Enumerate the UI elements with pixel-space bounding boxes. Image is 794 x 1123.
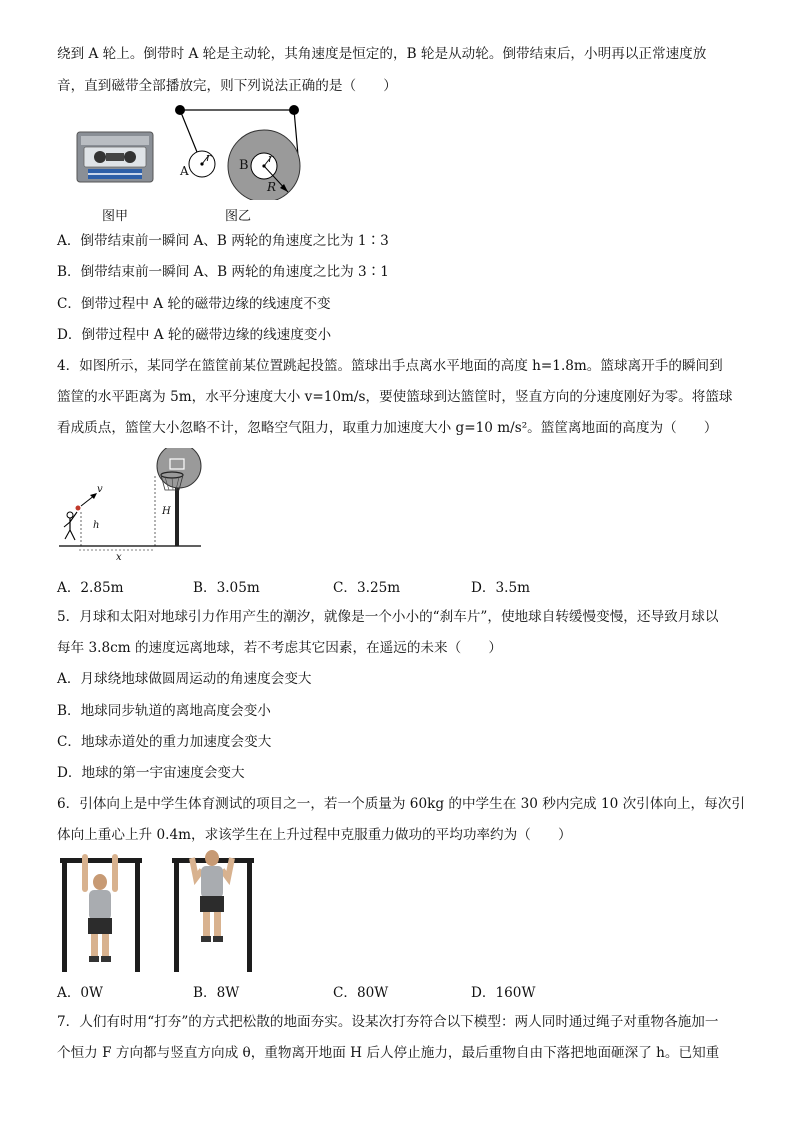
- q3-line-1: 绕到 A 轮上。倒带时 A 轮是主动轮，其角速度是恒定的，B 轮是从动轮。倒带结束后，小明再以正常速度放: [57, 46, 707, 62]
- q7-line-1: 7．人们有时用“打夯”的方式把松散的地面夯实。设某次打夯符合以下模型：两人同时通过绳子对重物各施加一: [57, 1014, 719, 1030]
- cassette-tape-image: [76, 131, 154, 183]
- q6-choice-a: A．0W: [57, 985, 104, 1001]
- wheel-b-label: B: [239, 158, 249, 173]
- q4-line-3: 看成质点，篮筐大小忽略不计，忽略空气阻力，取重力加速度大小 g=10 m/s²。篮筐离地面的高度为（ ）: [57, 420, 718, 436]
- q3-option-c: C．倒带过程中 A 轮的磁带边缘的线速度不变: [57, 296, 331, 312]
- velocity-label: v: [97, 484, 103, 495]
- hoop-height-label: H: [162, 506, 171, 517]
- tape-wheels-diagram: [172, 100, 308, 200]
- q6-choice-d: D．160W: [471, 985, 536, 1001]
- q6-choice-b: B．8W: [193, 985, 240, 1001]
- pullup-raised-image: [170, 848, 256, 974]
- pullup-hanging-image: [58, 848, 144, 974]
- horizontal-distance-label: x: [116, 552, 122, 563]
- q4-choice-d: D．3.5m: [471, 580, 531, 596]
- q5-option-c: C．地球赤道处的重力加速度会变大: [57, 734, 272, 750]
- figure-a-caption: 图甲: [102, 209, 129, 224]
- figure-b-caption: 图乙: [225, 209, 252, 224]
- wheel-a-radius-label: r: [206, 151, 212, 164]
- q3-option-a: A．倒带结束前一瞬间 A、B 两轮的角速度之比为 1∶3: [57, 233, 389, 249]
- q5-line-1: 5．月球和太阳对地球引力作用产生的潮汐，就像是一个小小的“刹车片”，使地球自转缓慢变慢，还导致月球以: [57, 609, 719, 625]
- q5-option-b: B．地球同步轨道的离地高度会变小: [57, 703, 271, 719]
- q6-line-2: 体向上重心上升 0.4m，求该学生在上升过程中克服重力做功的平均功率约为（ ）: [57, 827, 572, 843]
- q5-option-a: A．月球绕地球做圆周运动的角速度会变大: [57, 671, 312, 687]
- q6-line-1: 6．引体向上是中学生体育测试的项目之一，若一个质量为 60kg 的中学生在 30 秒内完成 10 次引体向上，每次引: [57, 796, 745, 812]
- wheel-b-outer-radius-label: R: [267, 180, 277, 194]
- q4-choice-b: B．3.05m: [193, 580, 260, 596]
- q4-choice-c: C．3.25m: [333, 580, 401, 596]
- q5-option-d: D．地球的第一宇宙速度会变大: [57, 765, 245, 781]
- q4-line-2: 篮筐的水平距离为 5m，水平分速度大小 v=10m/s，要使篮球到达篮筐时，竖直方向的分速度刚好为零。将篮球: [57, 389, 733, 405]
- q3-option-b: B．倒带结束前一瞬间 A、B 两轮的角速度之比为 3∶1: [57, 264, 389, 280]
- wheel-b-radius-label: r: [268, 152, 274, 165]
- q5-line-2: 每年 3.8cm 的速度远离地球，若不考虑其它因素，在遥远的未来（ ）: [57, 640, 502, 656]
- wheel-a-label: A: [180, 164, 189, 178]
- q6-choice-c: C．80W: [333, 985, 389, 1001]
- q7-line-2: 个恒力 F 方向都与竖直方向成 θ，重物离开地面 H 后人停止施力，最后重物自由下落把地面砸深了 h。已知重: [57, 1045, 720, 1061]
- q3-option-d: D．倒带过程中 A 轮的磁带边缘的线速度变小: [57, 327, 332, 343]
- basketball-diagram: [57, 448, 203, 562]
- q4-choice-a: A．2.85m: [57, 580, 124, 596]
- q4-line-1: 4．如图所示，某同学在篮筐前某位置跳起投篮。篮球出手点离水平地面的高度 h=1.8m。篮球离开手的瞬间到: [57, 358, 723, 374]
- release-height-label: h: [93, 520, 100, 531]
- q3-line-2: 音，直到磁带全部播放完，则下列说法正确的是（ ）: [57, 78, 397, 94]
